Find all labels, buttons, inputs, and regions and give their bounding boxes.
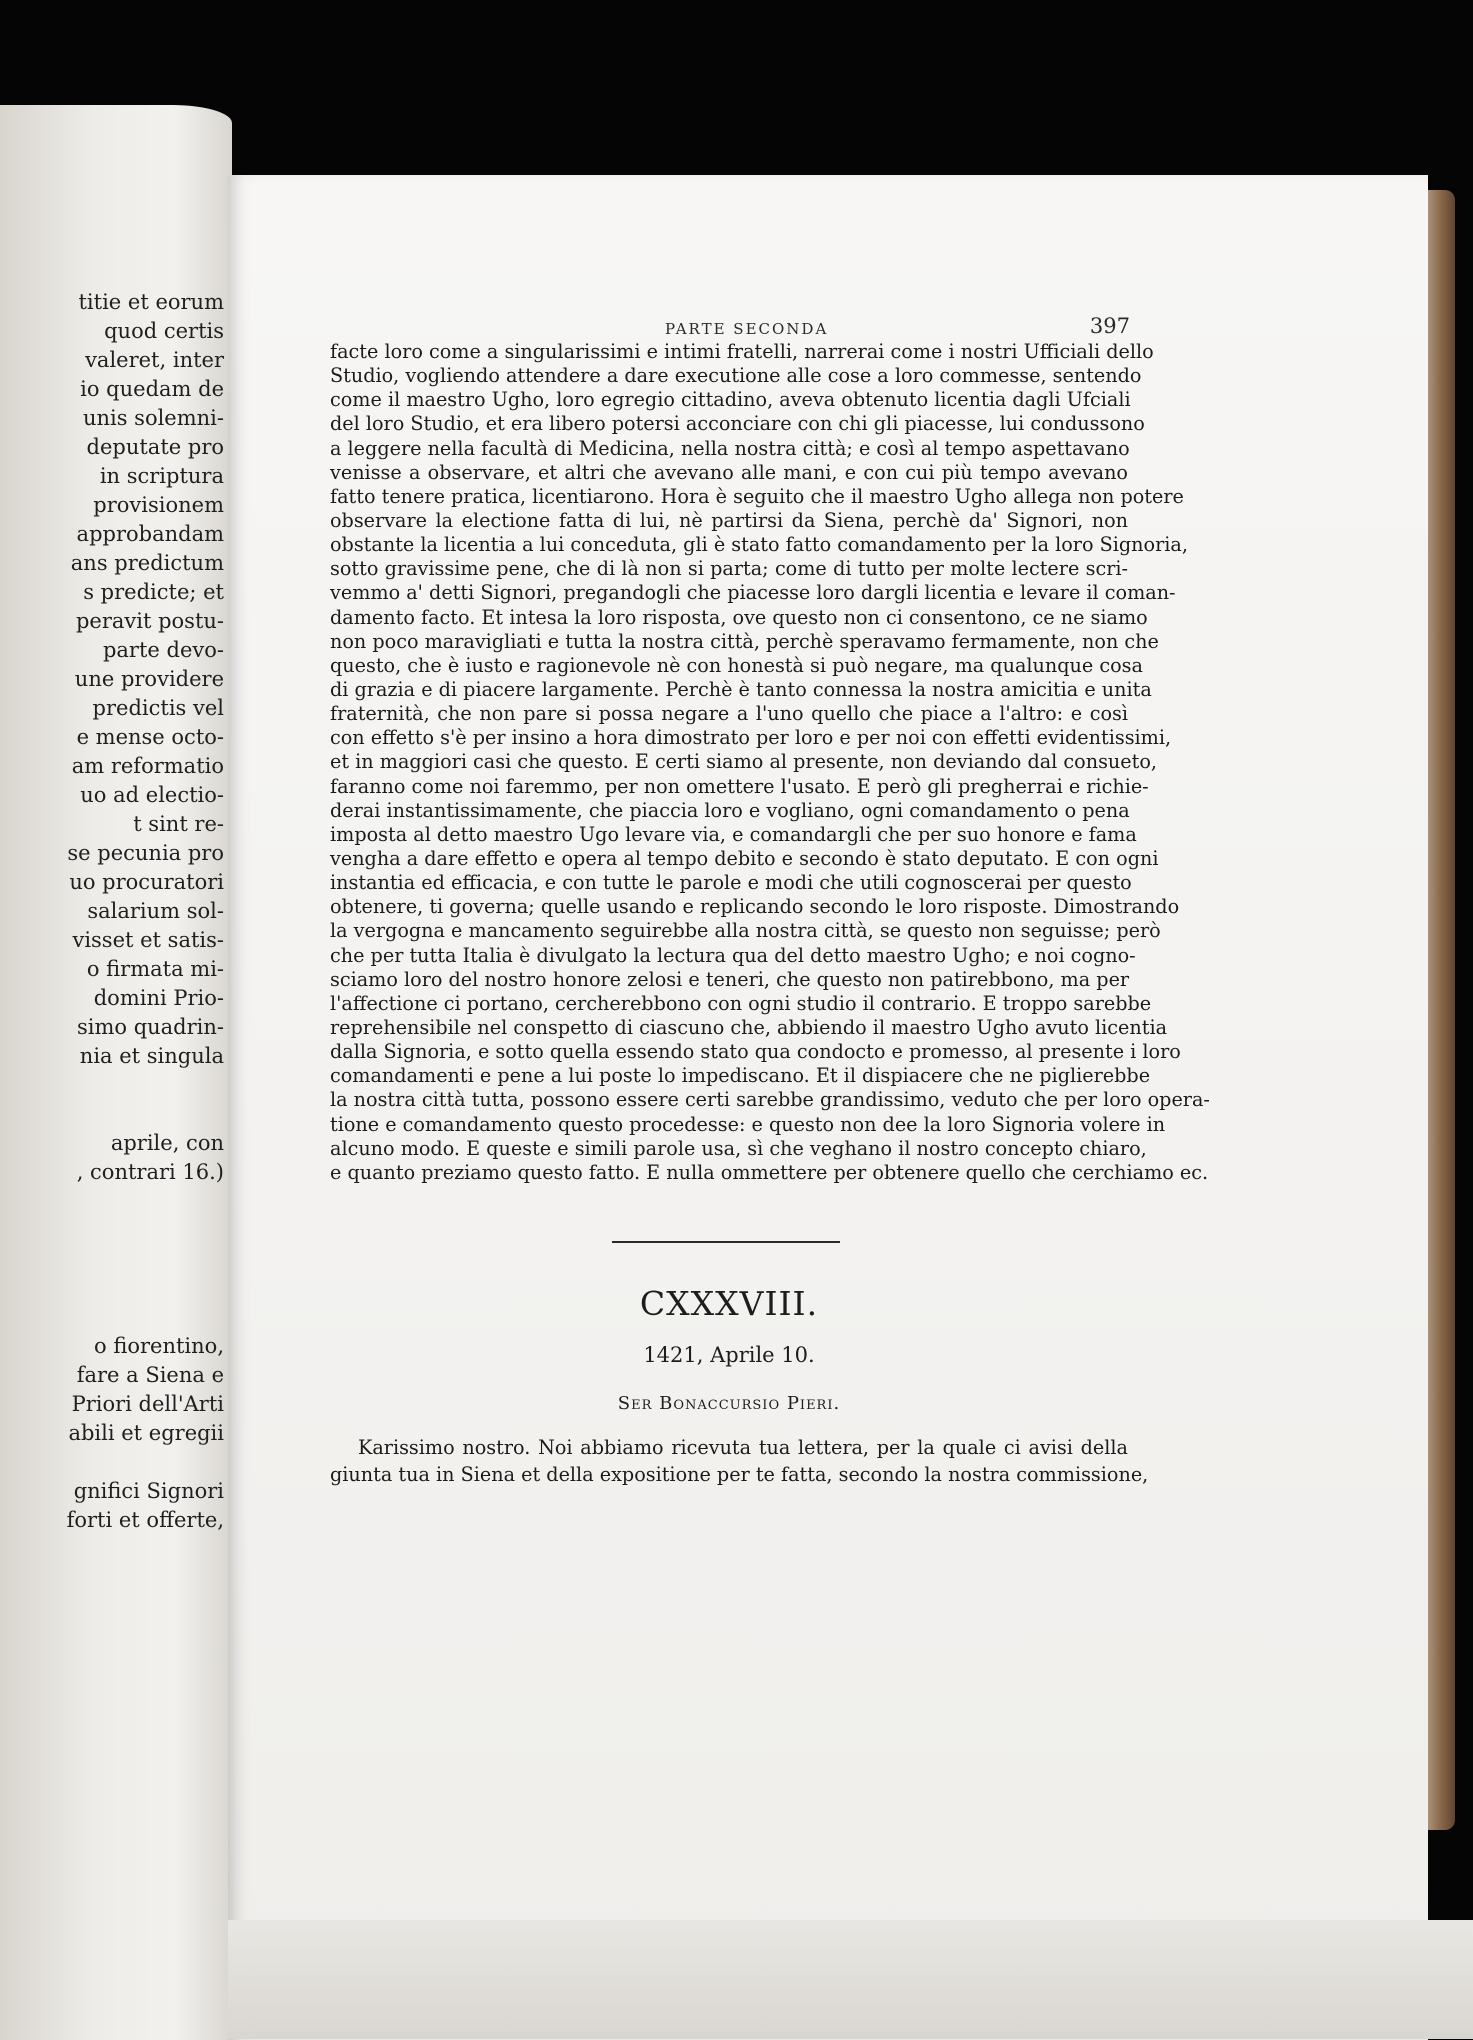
body-text xyxy=(330,340,1210,1185)
left-page-line: gnifici Signori xyxy=(73,1479,224,1503)
left-page-line: titie et eorum xyxy=(78,290,224,314)
book-lower-edge xyxy=(228,1920,1473,2039)
left-page-line xyxy=(0,1071,224,1100)
text-line: tione e comandamento questo procedesse: e questo non dee la loro Signoria volere in xyxy=(330,1112,1166,1136)
letter-line: giunta tua in Siena et della expositione per te fatta, secondo la nostra commissione, xyxy=(330,1463,1149,1486)
page-number: 397 xyxy=(1089,314,1130,338)
text-line: a leggere nella facultà di Medicina, nella nostra città; e così al tempo aspettavano xyxy=(330,436,1130,460)
text-line: dalla Signoria, e sotto quella essendo stato qua condocto e promesso, al presente i loro xyxy=(330,1040,1181,1064)
text-line: venisse a observare, et altri che avevano alle mani, e con cui più tempo avevano xyxy=(330,460,1128,484)
text-line: comandamenti e pene a lui poste lo impediscano. Et il dispiacere che ne piglierebbe xyxy=(330,1064,1151,1088)
left-page-line: am reformatio xyxy=(71,754,224,778)
left-page-line: io quedam de xyxy=(80,377,224,401)
left-page-line: salarium sol- xyxy=(87,899,224,923)
left-page-line: uo procuratori xyxy=(69,870,224,894)
letter-text xyxy=(330,1434,1149,1488)
text-line: e quanto preziamo questo fatto. E nulla ommettere per obtenere quello che cerchiamo ec. xyxy=(330,1160,1209,1184)
left-page-line: unis solemni- xyxy=(82,406,224,430)
text-line: obtenere, ti governa; quelle usando e replicando secondo le loro risposte. Dimostrando xyxy=(330,895,1180,919)
document-number: CXXXVIII. xyxy=(639,1284,819,1323)
left-page-line: t sint re- xyxy=(133,812,224,836)
left-page-line: predictis vel xyxy=(92,696,224,720)
text-line: fraternità, che non pare si possa negare a l'uno quello che piace a l'altro: e così xyxy=(330,702,1128,726)
text-line: l'affectione ci portano, cercherebbono con ogni studio il contrario. E troppo sarebbe xyxy=(330,991,1152,1015)
text-line: sotto gravissime pene, che di là non si parta; come di tutto per molte lectere scri- xyxy=(330,557,1128,581)
document-author: Ser Bonaccursio Pieri. xyxy=(617,1393,841,1414)
left-page-line: domini Prio- xyxy=(93,986,224,1010)
left-page-line: ans predictum xyxy=(70,551,224,575)
left-page-line: nia et singula xyxy=(79,1044,224,1068)
text-line: et in maggiori casi che questo. E certi siamo al presente, non deviando dal consueto, xyxy=(330,750,1157,774)
left-page-line: une providere xyxy=(74,667,224,691)
left-page-line: in scriptura xyxy=(99,464,224,488)
left-page-line: se pecunia pro xyxy=(67,841,224,865)
left-page-line: e mense octo- xyxy=(76,725,224,749)
text-line: vemmo a' detti Signori, pregandogli che piacesse loro dargli licentia e levare il coman- xyxy=(330,581,1176,605)
text-line: faranno come noi faremmo, per non omettere l'usato. E però gli pregherrai e richie- xyxy=(330,774,1149,798)
document-date: 1421, Aprile 10. xyxy=(643,1343,815,1367)
text-line: imposta al detto maestro Ugo levare via, e comandargli che per suo honore e fama xyxy=(330,822,1137,846)
left-page-line xyxy=(0,1216,224,1245)
text-line: non poco maravigliati e tutta la nostra città, perchè speravamo fermamente, non che xyxy=(330,629,1159,653)
text-line: fatto tenere pratica, licentiarono. Hora è seguito che il maestro Ugho allega non potere xyxy=(330,484,1184,508)
left-page-line: s predicte; et xyxy=(83,580,224,604)
text-line: obstante la licentia a lui conceduta, gli è stato fatto comandamento per la loro Signoria, xyxy=(330,533,1188,557)
left-page-line: deputate pro xyxy=(86,435,224,459)
left-page-line: aprile, con xyxy=(110,1131,224,1155)
left-page-text xyxy=(0,288,224,1535)
text-line: che per tutta Italia è divulgato la lectura qua del detto maestro Ugho; e noi cogno- xyxy=(330,943,1136,967)
left-page-line: , contrari 16.) xyxy=(76,1160,224,1184)
text-line: vengha a dare effetto e opera al tempo debito e secondo è stato deputato. E con ogni xyxy=(330,846,1159,870)
left-page-line xyxy=(0,1303,224,1332)
left-page-line xyxy=(0,1448,224,1477)
left-page-line: simo quadrin- xyxy=(76,1015,224,1039)
text-line: la nostra città tutta, possono essere certi sarebbe grandissimo, veduto che per loro opera- xyxy=(330,1088,1210,1112)
section-divider xyxy=(612,1241,840,1243)
text-line: damento facto. Et intesa la loro risposta, ove questo non ci consentono, ce ne siamo xyxy=(330,605,1148,629)
left-page-line xyxy=(0,1187,224,1216)
left-page-line: forti et offerte, xyxy=(66,1508,224,1532)
left-page-line: parte devo- xyxy=(102,638,224,662)
left-page-line xyxy=(0,1274,224,1303)
text-line: sciamo loro del nostro honore zelosi e teneri, che questo non patirebbono, ma per xyxy=(330,967,1130,991)
text-line: observare la electione fatta di lui, nè partirsi da Siena, perchè da' Signori, non xyxy=(330,508,1128,532)
left-page-line: provisionem xyxy=(93,493,224,517)
text-line: instantia ed efficacia, e con tutte le parole e modi che utili cognoscerai per questo xyxy=(330,871,1132,895)
left-page-line: peravit postu- xyxy=(75,609,224,633)
letter-line: Karissimo nostro. Noi abbiamo ricevuta tua lettera, per la quale ci avisi della xyxy=(358,1436,1128,1459)
text-line: la vergogna e mancamento seguirebbe alla nostra città, se questo non seguisse; però xyxy=(330,919,1161,943)
text-line: facte loro come a singularissimi e intimi fratelli, narrerai come i nostri Ufficiali dello xyxy=(330,340,1154,363)
left-page-line: Priori dell'Arti xyxy=(71,1392,224,1416)
text-line: Studio, vogliendo attendere a dare executione alle cose a loro commesse, sentendo xyxy=(330,364,1142,388)
text-line: alcuno modo. E queste e simili parole usa, sì che veghano il nostro concepto chiaro, xyxy=(330,1136,1147,1160)
text-line: con effetto s'è per insino a hora dimostrato per loro e per noi con effetti evidentissimi, xyxy=(330,726,1172,750)
left-page-line xyxy=(0,1100,224,1129)
text-line: di grazia e di piacere largamente. Perchè è tanto connessa la nostra amicitia e unita xyxy=(330,677,1152,701)
left-page-line xyxy=(0,1245,224,1274)
text-line: come il maestro Ugho, loro egregio cittadino, aveva obtenuto licentia dagli Ufciali xyxy=(330,388,1131,412)
left-page-line: approbandam xyxy=(76,522,224,546)
text-line: derai instantissimamente, che piaccia loro e vogliano, ogni comandamento o pena xyxy=(330,798,1130,822)
text-line: del loro Studio, et era libero potersi acconciare con chi gli piacesse, lui condussono xyxy=(330,412,1145,436)
left-page-line: fare a Siena e xyxy=(76,1363,224,1387)
left-page xyxy=(0,105,232,2040)
left-page-line: o fiorentino, xyxy=(94,1334,224,1358)
left-page-line: visset et satis- xyxy=(72,928,224,952)
text-line: reprehensibile nel conspetto di ciascuno che, abbiendo il maestro Ugho avuto licentia xyxy=(330,1015,1168,1039)
left-page-line: o firmata mi- xyxy=(86,957,224,981)
left-page-line: uo ad electio- xyxy=(80,783,224,807)
left-page-line: quod certis xyxy=(104,319,224,343)
left-page-line: valeret, inter xyxy=(85,348,224,372)
left-page-line: abili et egregii xyxy=(68,1421,224,1445)
text-line: questo, che è iusto e ragionevole nè con honestà si può negare, ma qualunque cosa xyxy=(330,653,1143,677)
running-head: PARTE SECONDA xyxy=(665,320,829,338)
